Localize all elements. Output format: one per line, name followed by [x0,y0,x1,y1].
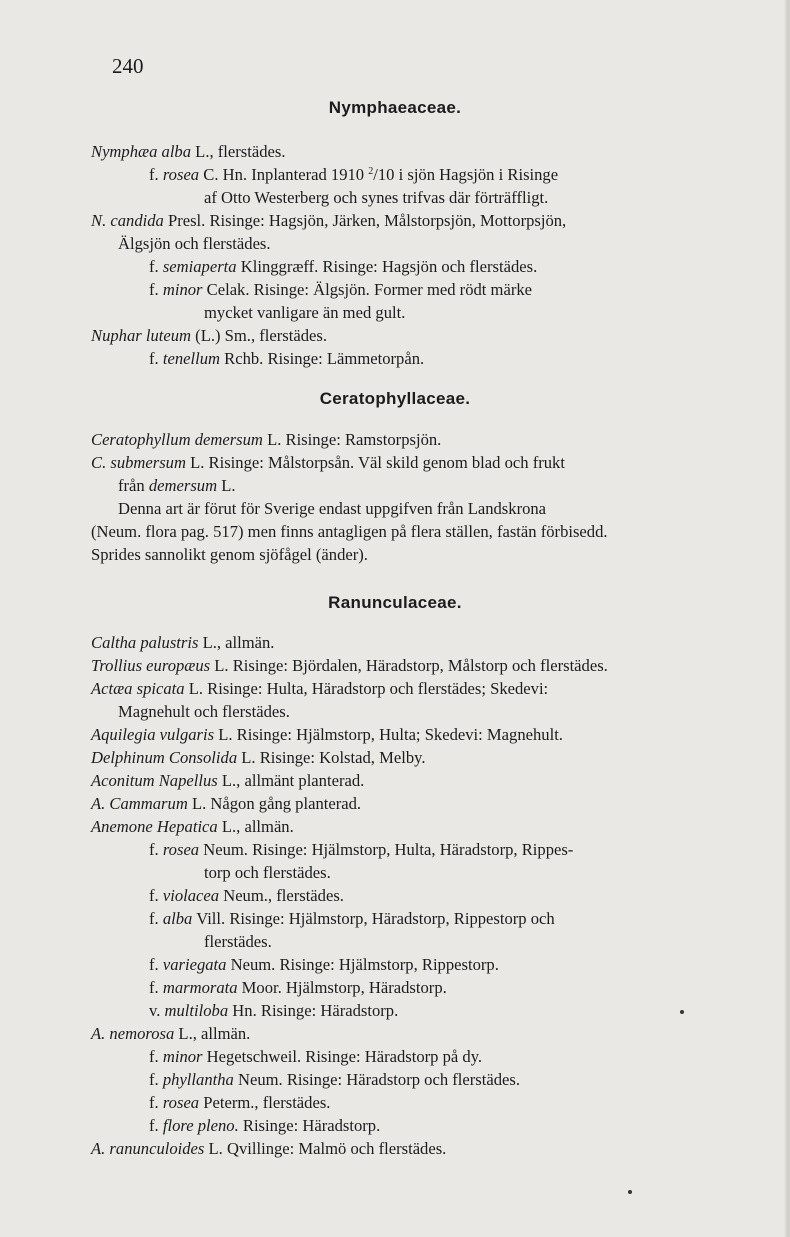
entry: v. multiloba Hn. Risinge: Häradstorp. [149,1001,399,1020]
entry-continuation: från demersum L. [118,476,236,495]
entry-continuation: torp och flerstädes. [204,863,331,882]
section-heading-ranunculaceae: Ranunculaceae. [328,593,462,612]
section-heading-ceratophyllaceae: Ceratophyllaceae. [319,389,471,408]
paragraph-line: Sprides sannolikt genom sjöfågel (änder). [91,545,368,564]
entry: f. flore pleno. Risinge: Häradstorp. [149,1116,381,1135]
entry-continuation: flerstädes. [204,932,272,951]
entry: f. rosea C. Hn. Inplanterad 1910 $^2$/10 i sjön Hagsjön i Risinge [149,165,559,184]
entry: A. Cammarum L. Någon gång planterad. [91,794,362,813]
entry: Ceratophyllum demersum L. Risinge: Ramstorpsjön. [91,430,442,449]
page-edge [784,0,790,1237]
entry: Nuphar luteum (L.) Sm., flerstädes. [91,326,327,345]
entry: Anemone Hepatica L., allmän. [91,817,294,836]
entry: A. ranunculoides L. Qvillinge: Malmö och flerstädes. [91,1139,447,1158]
entry: f. alba Vill. Risinge: Hjälmstorp, Häradstorp, Rippestorp och [149,909,555,928]
entry: N. candida Presl. Risinge: Hagsjön, Järken, Målstorpsjön, Mottorpsjön, [91,211,567,230]
entry: f. minor Hegetschweil. Risinge: Häradstorp på dy. [149,1047,483,1066]
entry: Nymphæa alba L., flerstädes. [91,142,286,161]
entry: Caltha palustris L., allmän. [91,633,275,652]
entry: f. marmorata Moor. Hjälmstorp, Häradstorp. [149,978,447,997]
entry: f. minor Celak. Risinge: Älgsjön. Former med rödt märke [149,280,533,299]
entry: Aconitum Napellus L., allmänt planterad. [91,771,365,790]
entry-continuation: af Otto Westerberg och synes trifvas där förträffligt. [204,188,549,207]
entry: Trollius europæus L. Risinge: Björdalen, Häradstorp, Målstorp och flerstädes. [91,656,608,675]
entry: Actæa spicata L. Risinge: Hulta, Häradstorp och flerstädes; Skedevi: [91,679,549,698]
entry: f. violacea Neum., flerstädes. [149,886,344,905]
entry: Delphinum Consolida L. Risinge: Kolstad, Melby. [91,748,426,767]
ink-speck [680,1010,684,1014]
paragraph-line: Denna art är förut för Sverige endast uppgifven från Landskrona [118,499,547,518]
entry: f. variegata Neum. Risinge: Hjälmstorp, Rippestorp. [149,955,499,974]
entry-continuation: Magnehult och flerstädes. [118,702,290,721]
entry: f. rosea Peterm., flerstädes. [149,1093,331,1112]
entry: Aquilegia vulgaris L. Risinge: Hjälmstorp, Hulta; Skedevi: Magnehult. [91,725,563,744]
section-heading-nymphaeaceae: Nymphaeaceae. [328,98,462,117]
page-number: 240 [112,54,144,78]
paragraph-line: (Neum. flora pag. 517) men finns antagligen på flera ställen, fastän förbisedd. [91,522,608,541]
ink-speck [628,1190,632,1194]
entry-continuation: Älgsjön och flerstädes. [118,234,271,253]
entry: f. rosea Neum. Risinge: Hjälmstorp, Hulta, Häradstorp, Rippes- [149,840,574,859]
entry: f. phyllantha Neum. Risinge: Häradstorp och flerstädes. [149,1070,520,1089]
entry: A. nemorosa L., allmän. [91,1024,251,1043]
entry: f. semiaperta Klinggræff. Risinge: Hagsjön och flerstädes. [149,257,538,276]
entry-continuation: mycket vanligare än med gult. [204,303,406,322]
entry: f. tenellum Rchb. Risinge: Lämmetorpån. [149,349,425,368]
entry: C. submersum L. Risinge: Målstorpsån. Väl skild genom blad och frukt [91,453,565,472]
